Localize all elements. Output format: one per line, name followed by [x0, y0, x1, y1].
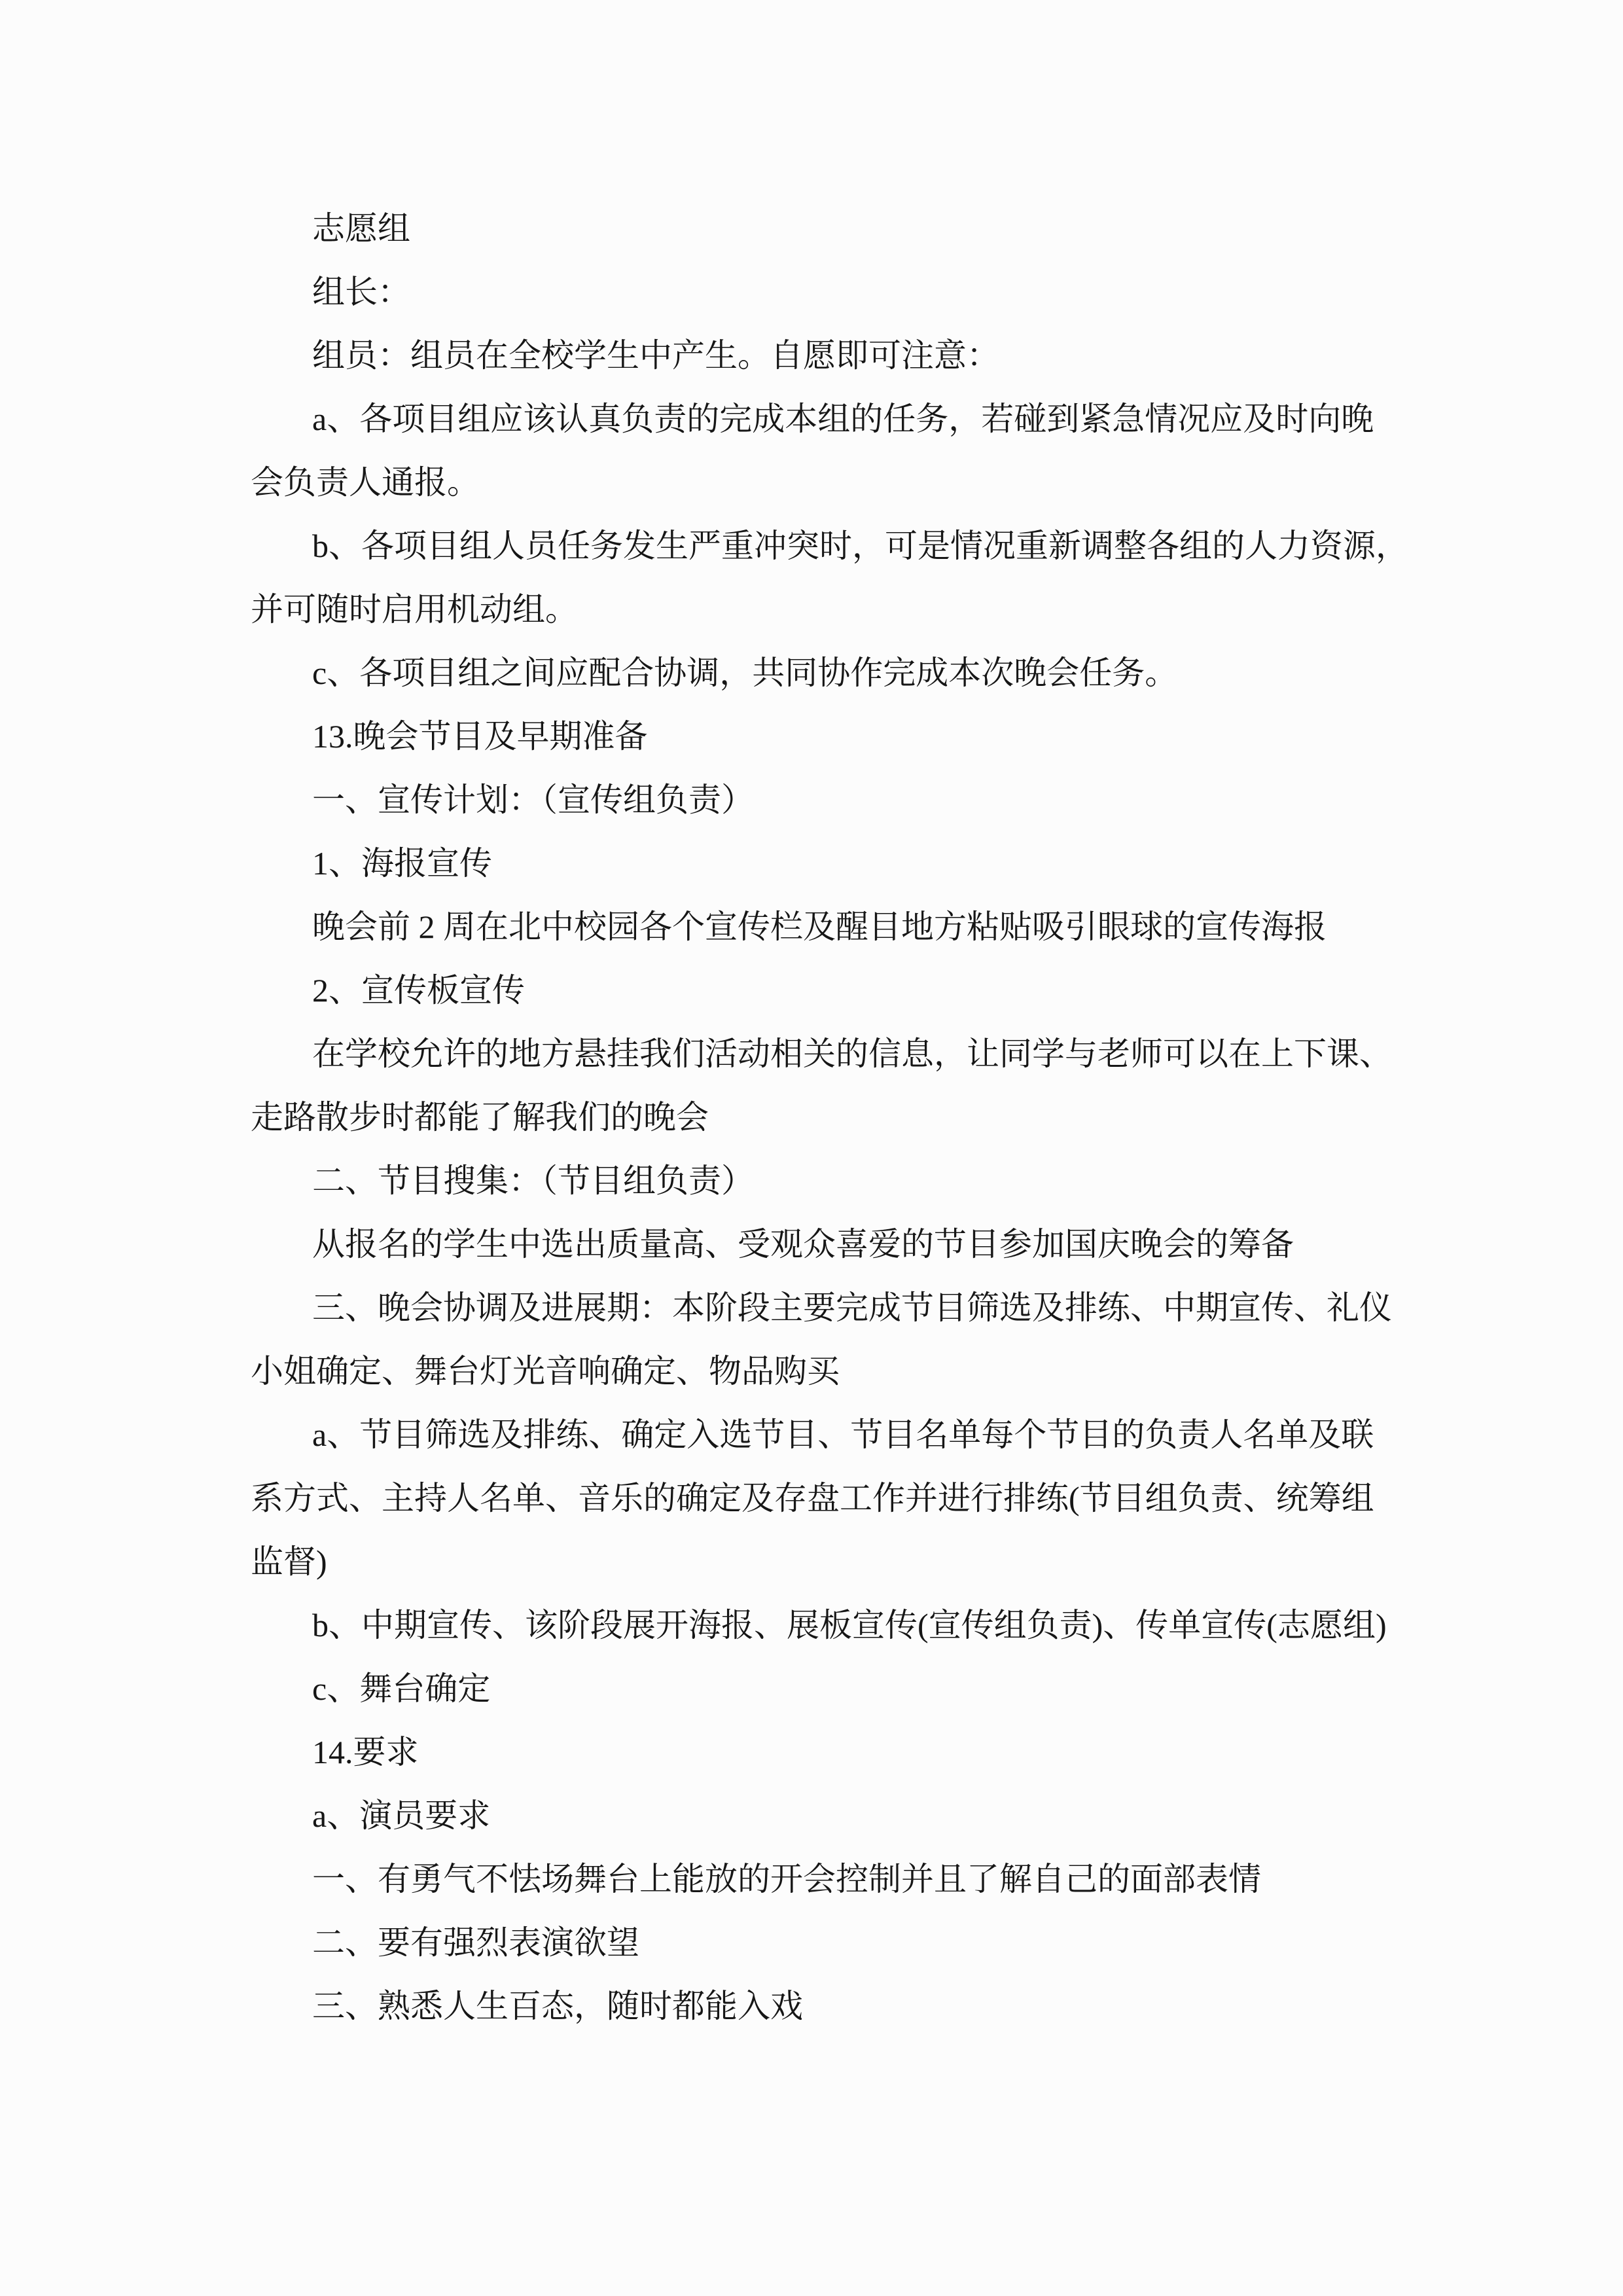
text-line: 二、要有强烈表演欲望 [312, 1924, 639, 1961]
text-line: 从报名的学生中选出质量高、受观众喜爱的节目参加国庆晚会的筹备 [312, 1226, 1294, 1263]
text-line: 会负责人通报。 [251, 464, 480, 501]
text-line: 并可随时启用机动组。 [251, 591, 578, 628]
text-line: 一、有勇气不怯场舞台上能放的开会控制并且了解自己的面部表情 [312, 1861, 1261, 1897]
text-line: b、各项目组人员任务发生严重冲突时，可是情况重新调整各组的人力资源， [312, 528, 1408, 564]
text-line: 系方式、主持人名单、音乐的确定及存盘工作并进行排练(节目组负责、统筹组 [251, 1480, 1374, 1516]
text-line: 三、熟悉人生百态，随时都能入戏 [312, 1988, 803, 2024]
text-line: b、中期宣传、该阶段展开海报、展板宣传(宣传组负责)、传单宣传(志愿组) [312, 1607, 1387, 1643]
text-line: 2、宣传板宣传 [312, 972, 525, 1009]
text-line: 组长： [312, 274, 410, 310]
text-line: 在学校允许的地方悬挂我们活动相关的信息，让同学与老师可以在上下课、 [312, 1035, 1392, 1072]
text-line: 三、晚会协调及进展期：本阶段主要完成节目筛选及排练、中期宣传、礼仪 [312, 1289, 1392, 1326]
document-content [251, 197, 1407, 2038]
text-line: 监督) [251, 1543, 327, 1580]
text-line: 走路散步时都能了解我们的晚会 [251, 1099, 709, 1136]
text-line: 一、宣传计划：（宣传组负责） [312, 781, 754, 818]
text-line: c、各项目组之间应配合协调，共同协作完成本次晚会任务。 [312, 655, 1178, 691]
text-line: 14.要求 [312, 1734, 419, 1770]
text-line: 组员：组员在全校学生中产生。自愿即可注意： [312, 337, 999, 374]
text-line: a、各项目组应该认真负责的完成本组的任务，若碰到紧急情况应及时向晚 [312, 401, 1374, 437]
text-line: 志愿组 [312, 210, 410, 247]
text-line: 13.晚会节目及早期准备 [312, 718, 648, 755]
text-line: c、舞台确定 [312, 1670, 491, 1707]
text-line: a、演员要求 [312, 1797, 491, 1834]
text-line: 1、海报宣传 [312, 845, 492, 882]
text-line: a、节目筛选及排练、确定入选节目、节目名单每个节目的负责人名单及联 [312, 1416, 1374, 1453]
text-line: 晚会前 2 周在北中校园各个宣传栏及醒目地方粘贴吸引眼球的宣传海报 [312, 908, 1327, 945]
text-line: 小姐确定、舞台灯光音响确定、物品购买 [251, 1353, 840, 1390]
text-line: 二、节目搜集：（节目组负责） [312, 1162, 754, 1199]
